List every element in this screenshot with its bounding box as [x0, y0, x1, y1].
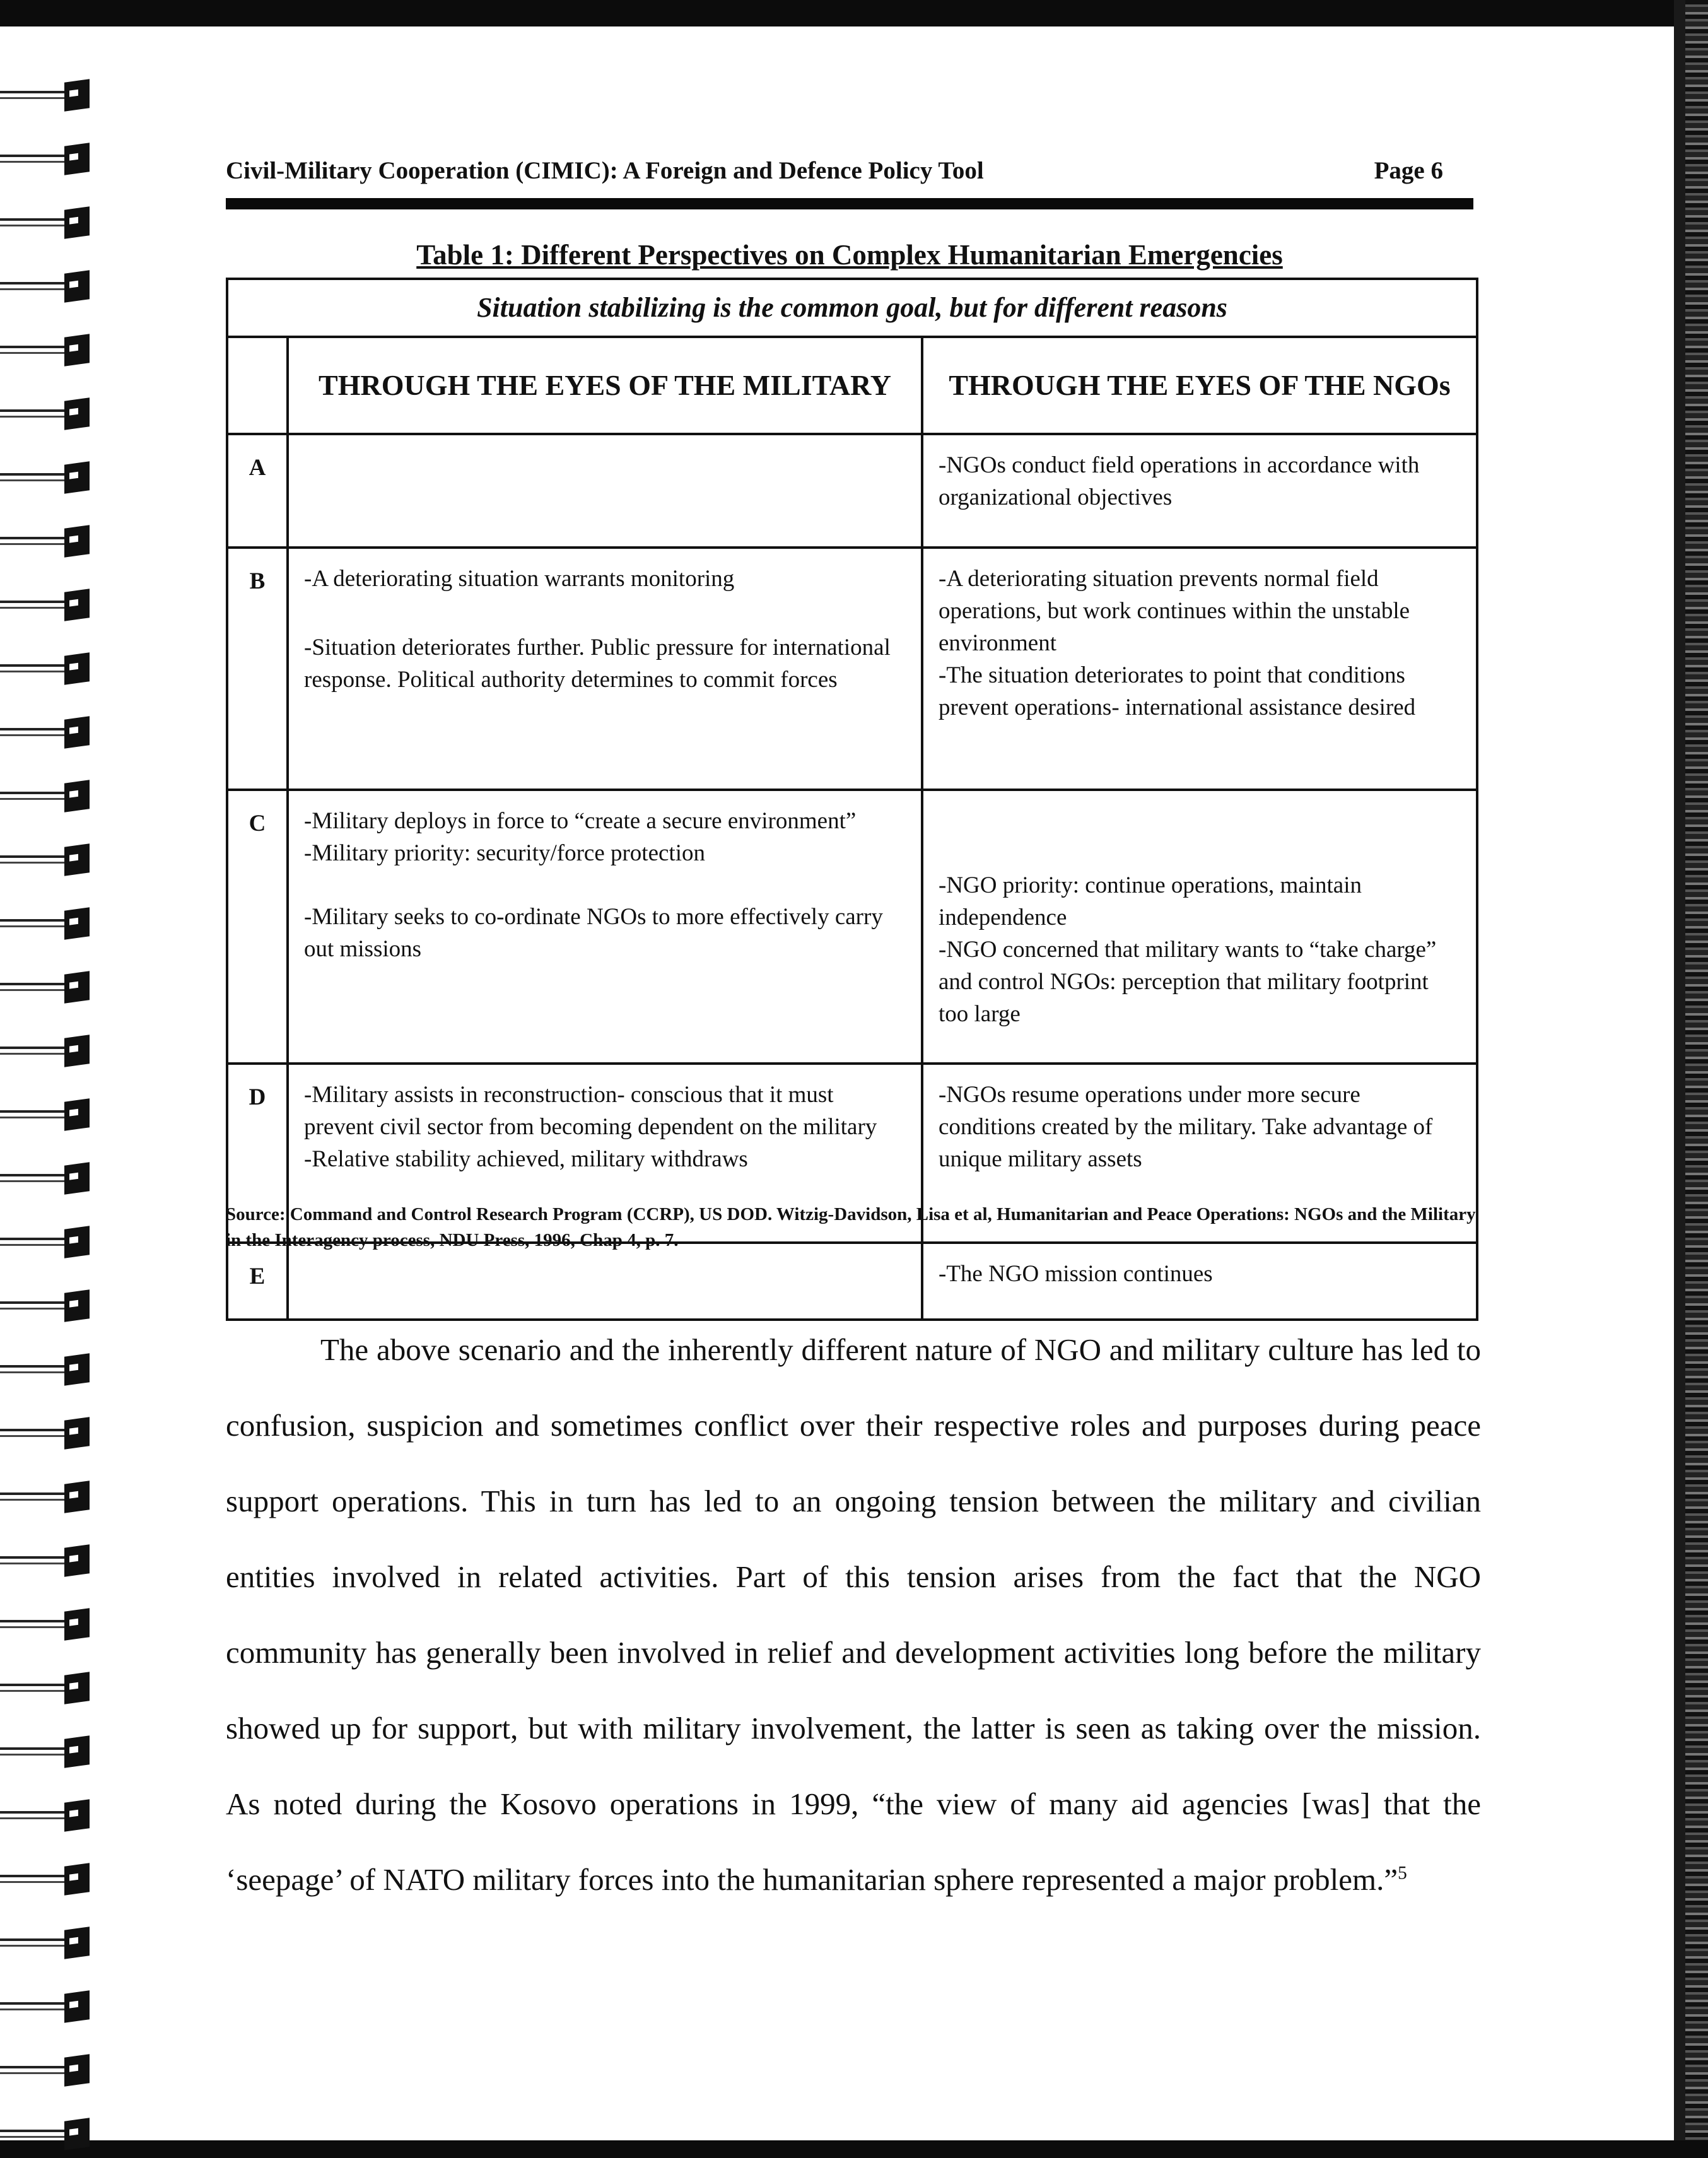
cell-text: -Military priority: security/force protection	[304, 840, 705, 867]
table-row	[227, 1243, 1477, 1320]
binding-ring	[0, 968, 95, 1006]
binding-ring	[0, 585, 95, 623]
binding-ring	[0, 1159, 95, 1197]
binding-ring	[0, 713, 95, 751]
cell-text: -Situation deteriorates further. Public pressure for international response. Political authority determines to commit forces	[304, 635, 891, 693]
header-rule	[226, 198, 1473, 209]
cell-text: -Military deploys in force to “create a secure environment”	[304, 808, 857, 834]
binding-ring	[0, 331, 95, 368]
cell-text: -Military assists in reconstruction- conscious that it must prevent civil sector from becoming dependent on the military	[304, 1082, 877, 1141]
binding-ring	[0, 1923, 95, 1961]
ngo-cell	[922, 434, 1477, 548]
column-header-ngos: THROUGH THE EYES OF THE NGOs	[922, 337, 1477, 434]
cell-text: -NGOs resume operations under more secure conditions created by the military. Take advantage of unique military assets	[939, 1082, 1433, 1173]
body-paragraph	[226, 1312, 1481, 1918]
binding-ring	[0, 458, 95, 496]
binding-ring	[0, 1350, 95, 1388]
scan-edge-right	[1685, 0, 1708, 2158]
scan-border-right	[1674, 0, 1685, 2158]
cell-text: -Relative stability achieved, military withdraws	[304, 1146, 748, 1173]
binding-ring	[0, 1031, 95, 1069]
binding-ring	[0, 840, 95, 878]
table-caption: Table 1: Different Perspectives on Complex Humanitarian Emergencies	[416, 239, 1283, 271]
military-cell	[288, 790, 922, 1064]
binding-ring	[0, 1095, 95, 1133]
binding-ring	[0, 1796, 95, 1834]
row-letter: D	[227, 1064, 288, 1243]
page-header	[226, 156, 1473, 188]
ngo-cell	[922, 1243, 1477, 1320]
binding-ring	[0, 76, 95, 114]
document-title: Civil-Military Cooperation (CIMIC): A Foreign and Defence Policy Tool	[226, 157, 984, 184]
binding-ring	[0, 1605, 95, 1643]
binding-ring	[0, 777, 95, 814]
paragraph-text: The above scenario and the inherently different nature of NGO and military culture has led to confusion, suspicion and sometimes conflict over their respective roles and purposes during peace support operations. This in turn has led to an ongoing tension between the military and civilian entities involved in related activities. Part of this tension arises from the fact that the NGO community has generally been involved in relief and development activities long before the military showed up for support, but with military involvement, the latter is seen as taking over the mission. As noted during the Kosovo operations in 1999, “the view of many aid agencies [was] that the ‘seepage’ of NATO military forces into the humanitarian sphere represented a major problem.”	[226, 1332, 1481, 1897]
binding-ring	[0, 2114, 95, 2152]
spiral-binding	[0, 0, 101, 2158]
cell-text: -Military seeks to co-ordinate NGOs to more effectively carry out missions	[304, 904, 883, 963]
row-letter: C	[227, 790, 288, 1064]
row-letter: A	[227, 434, 288, 548]
ngo-cell	[922, 548, 1477, 790]
binding-ring	[0, 1860, 95, 1897]
perspectives-table	[226, 278, 1478, 1321]
table-row	[227, 790, 1477, 1064]
column-header-military: THROUGH THE EYES OF THE MILITARY	[288, 337, 922, 434]
binding-ring	[0, 139, 95, 177]
binding-ring	[0, 394, 95, 432]
row-letter: E	[227, 1243, 288, 1320]
cell-text: -A deteriorating situation warrants monitoring	[304, 566, 735, 592]
binding-ring	[0, 1541, 95, 1579]
cell-text: -NGO concerned that military wants to “take charge” and control NGOs: perception that military footprint too large	[939, 937, 1437, 1028]
scan-border-top	[0, 0, 1708, 26]
table-source-note: Source: Command and Control Research Program (CCRP), US DOD. Witzig-Davidson, Lisa et al, Humanitarian and Peace Operations: NGOs and the Military in the Interagency process, NDU Press, 1996, Chap 4, p. 7.	[226, 1204, 1476, 1251]
cell-text: -A deteriorating situation prevents normal field operations, but work continues within the unstable environment	[939, 566, 1410, 657]
binding-ring	[0, 2051, 95, 2089]
cell-text: -NGO priority: continue operations, maintain independence	[939, 872, 1362, 931]
cell-text: -The NGO mission continues	[939, 1261, 1213, 1287]
page-number: Page 6	[1374, 157, 1443, 184]
military-cell	[288, 1243, 922, 1320]
cell-text: -The situation deteriorates to point that conditions prevent operations- international assistance desired	[939, 662, 1416, 721]
binding-ring	[0, 649, 95, 687]
ngo-cell	[922, 790, 1477, 1064]
scan-border-bottom	[0, 2140, 1708, 2158]
binding-ring	[0, 1987, 95, 2025]
binding-ring	[0, 1286, 95, 1324]
common-goal-banner: Situation stabilizing is the common goal, but for different reasons	[227, 279, 1477, 337]
binding-ring	[0, 1668, 95, 1706]
military-cell	[288, 548, 922, 790]
row-letter: B	[227, 548, 288, 790]
binding-ring	[0, 1414, 95, 1451]
binding-ring	[0, 1223, 95, 1260]
table-row	[227, 548, 1477, 790]
binding-ring	[0, 203, 95, 241]
cell-text: -NGOs conduct field operations in accordance with organizational objectives	[939, 452, 1420, 511]
binding-ring	[0, 522, 95, 560]
binding-ring	[0, 904, 95, 942]
binding-ring	[0, 267, 95, 305]
footnote-ref: 5	[1398, 1863, 1407, 1884]
table-row	[227, 434, 1477, 548]
binding-ring	[0, 1732, 95, 1770]
corner-cell	[227, 337, 288, 434]
military-cell	[288, 434, 922, 548]
binding-ring	[0, 1477, 95, 1515]
